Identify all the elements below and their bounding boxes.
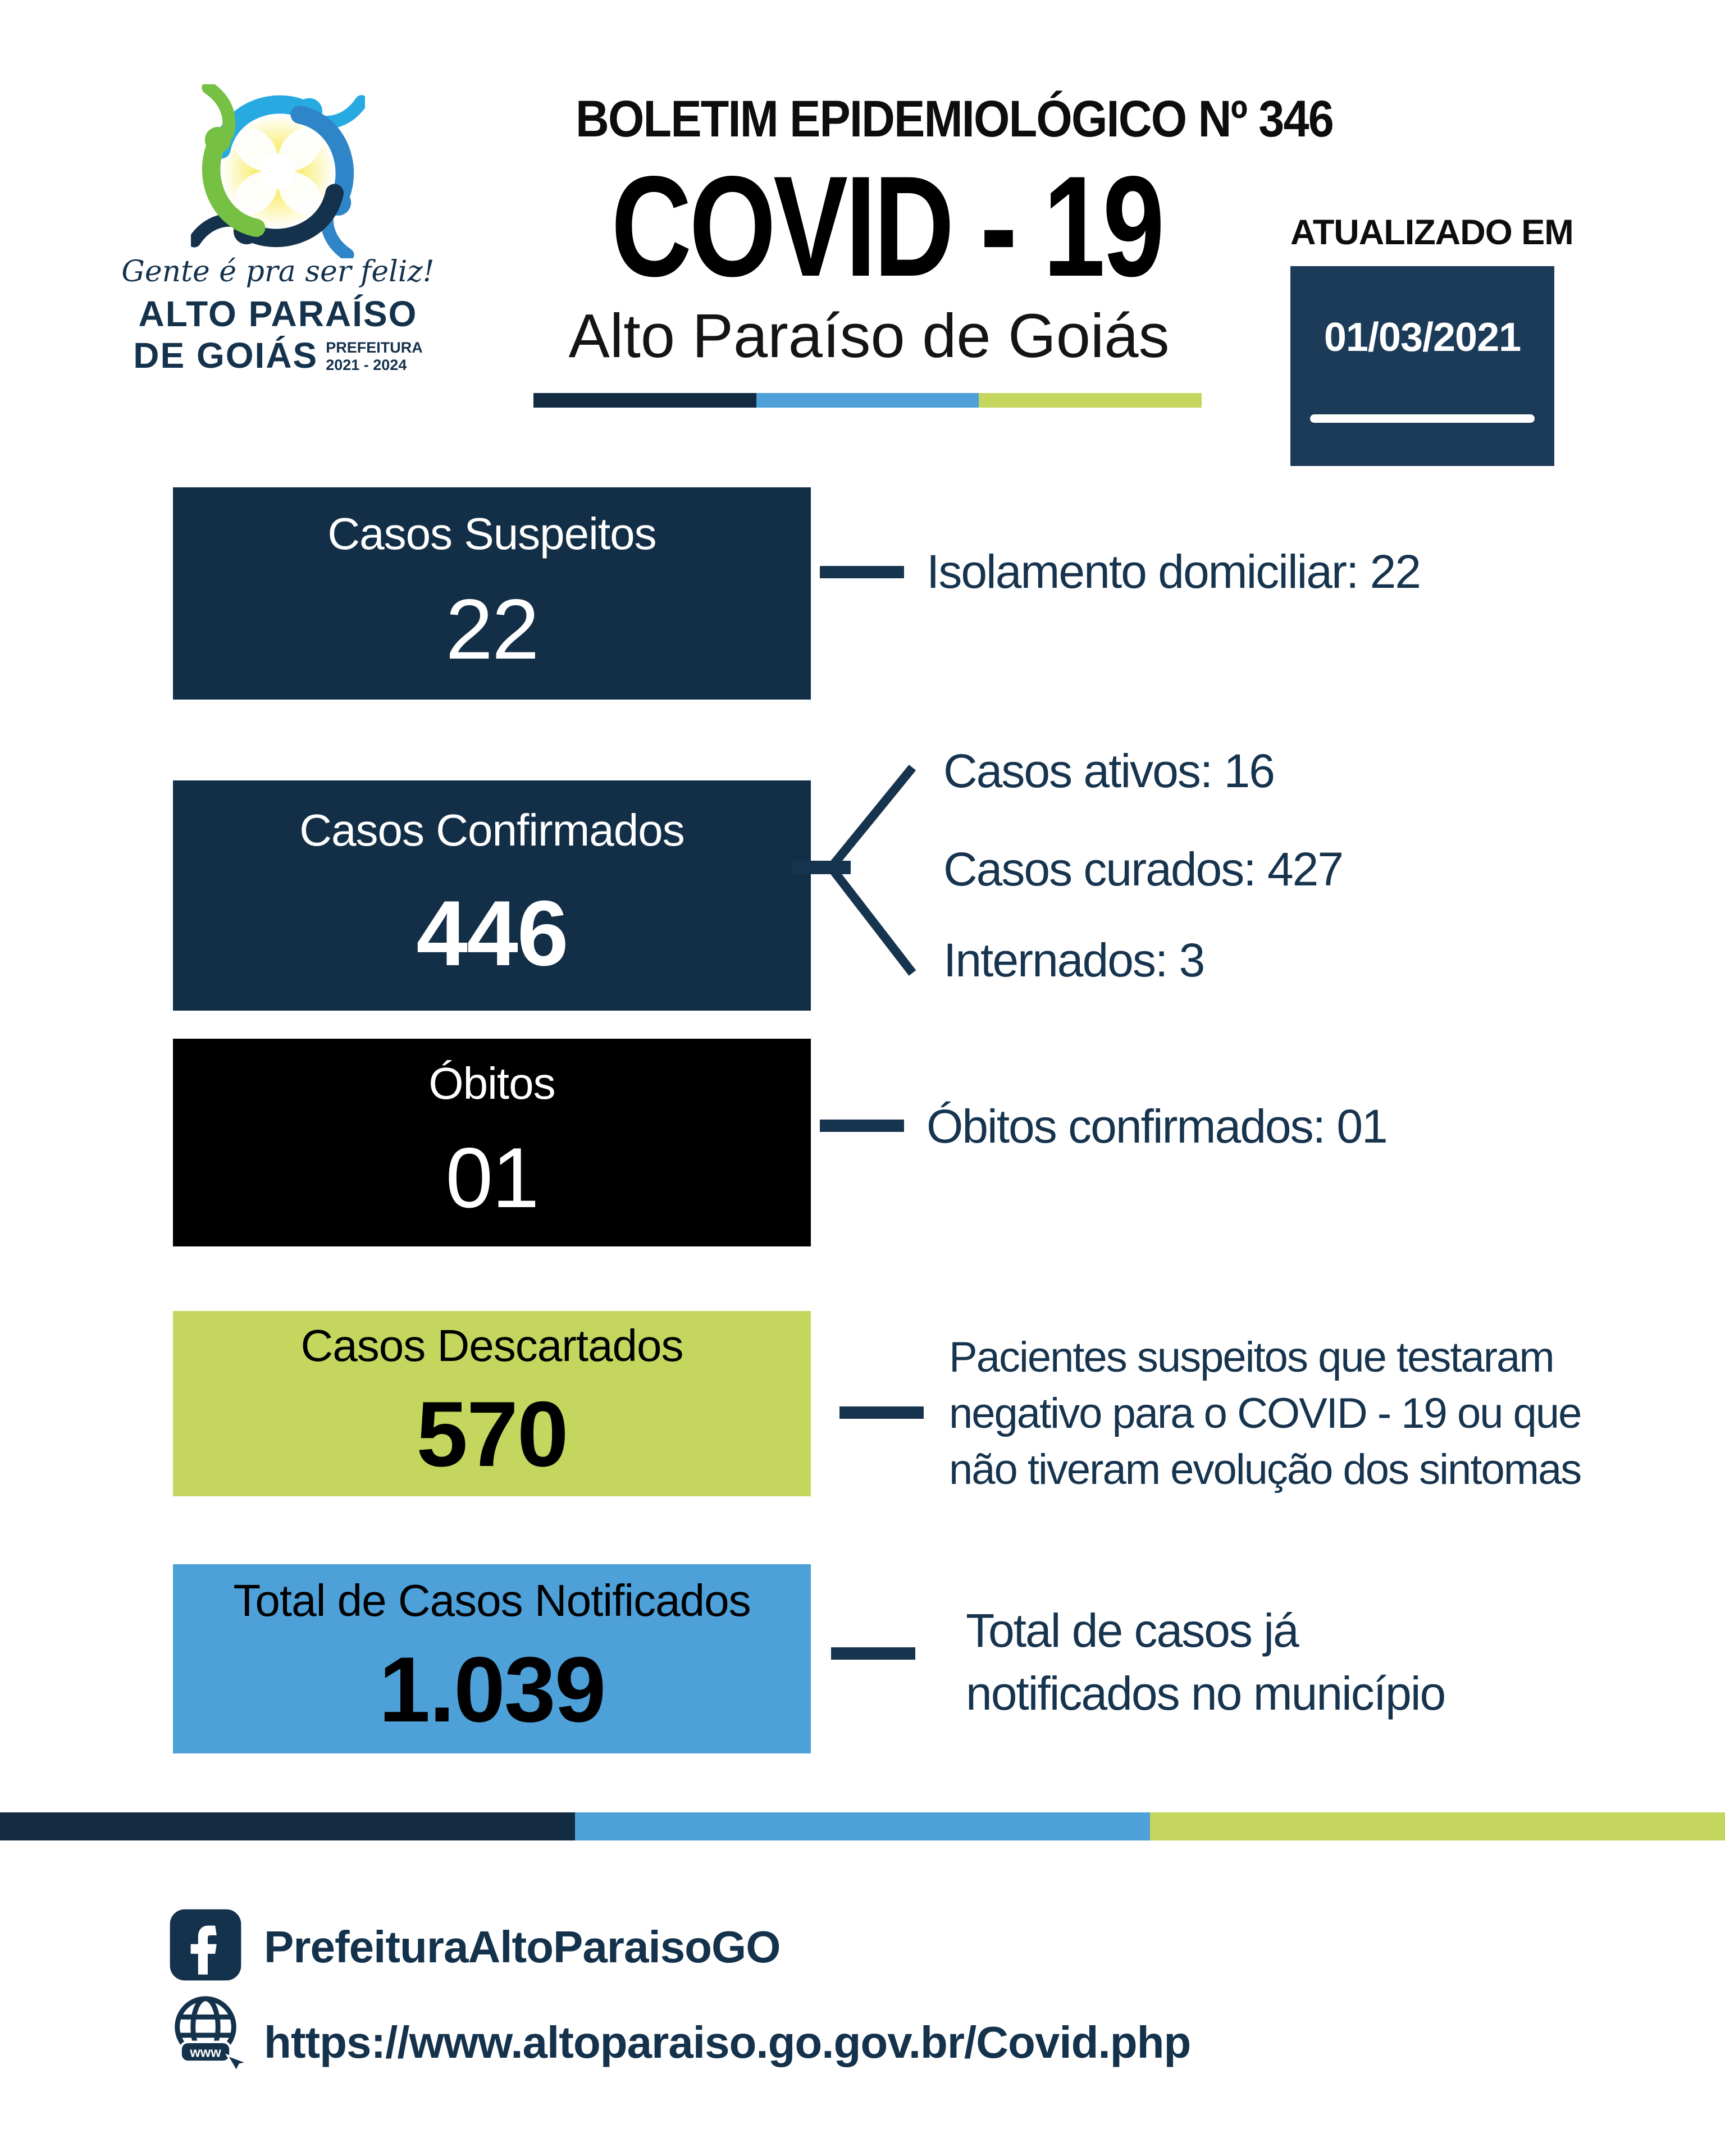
stat-box-discarded [173, 1311, 811, 1496]
connector-line [820, 1120, 904, 1132]
globe-www-icon [164, 1992, 247, 2075]
bar-segment-navy [0, 1812, 575, 1840]
disease-title: COVID - 19 [611, 147, 1162, 307]
stat-box-suspected [173, 487, 811, 700]
stat-label: Casos Descartados [300, 1321, 683, 1371]
logo-term-label: PREFEITURA [326, 339, 423, 356]
bulletin-title: BOLETIM EPIDEMIOLÓGICO Nº 346 [575, 90, 1333, 148]
stat-value: 22 [445, 582, 539, 677]
note-active-cases: Casos ativos: 16 [943, 744, 1274, 797]
header-title-block [533, 90, 1333, 372]
city-subtitle: Alto Paraíso de Goiás [568, 302, 1170, 371]
logo-tagline: Gente é pra ser feliz! [121, 255, 435, 289]
note-deaths: Óbitos confirmados: 01 [927, 1100, 1387, 1153]
svg-text:www: www [190, 2045, 221, 2061]
website-url-link[interactable]: https://www.altoparaiso.go.gov.br/Covid.php [264, 2017, 1191, 2067]
pinwheel-flower-logo-icon [191, 84, 365, 258]
note-line: Total de casos já [966, 1604, 1298, 1657]
city-logo [121, 84, 435, 376]
logo-city-line2: DE GOIÁS [133, 335, 318, 376]
bar-segment-blue [575, 1812, 1150, 1840]
bar-segment-blue [756, 393, 979, 408]
stat-label: Casos Suspeitos [327, 509, 656, 559]
bar-segment-green [1150, 1812, 1725, 1840]
bar-segment-green [979, 393, 1202, 408]
note-line: notificados no município [966, 1667, 1445, 1720]
note-line: Pacientes suspeitos que testaram [949, 1333, 1554, 1381]
stat-label: Óbitos [428, 1058, 555, 1109]
note-line: negativo para o COVID - 19 ou que [949, 1390, 1581, 1437]
date-underline [1310, 414, 1535, 423]
connector-line [820, 566, 904, 578]
updated-date: 01/03/2021 [1324, 315, 1521, 360]
facebook-handle-link[interactable]: PrefeituraAltoParaisoGO [264, 1922, 781, 1972]
note-cured-cases: Casos curados: 427 [943, 843, 1343, 896]
stat-box-deaths [173, 1039, 811, 1246]
footer-tricolor-bar [0, 1812, 1725, 1840]
bar-segment-navy [533, 393, 756, 408]
note-discarded [949, 1330, 1581, 1498]
stat-value: 570 [416, 1382, 568, 1486]
stat-box-total-notified [173, 1564, 811, 1753]
note-hospitalized: Internados: 3 [943, 934, 1204, 986]
note-line: não tiveram evolução dos sintomas [949, 1446, 1581, 1493]
stat-value: 01 [445, 1130, 539, 1226]
stat-box-confirmed [173, 780, 811, 1011]
updated-label: ATUALIZADO EM [1290, 213, 1573, 252]
connector-line [839, 1406, 924, 1419]
updated-date-box [1290, 266, 1554, 466]
facebook-icon [168, 1908, 243, 1982]
stat-value: 446 [416, 881, 568, 985]
header-tricolor-bar [533, 393, 1202, 408]
stat-value: 1.039 [378, 1638, 605, 1742]
note-suspected: Isolamento domiciliar: 22 [927, 545, 1421, 598]
connector-line [831, 1647, 915, 1660]
logo-term [326, 335, 423, 374]
note-total-notified [966, 1599, 1445, 1725]
logo-term-years: 2021 - 2024 [326, 357, 407, 374]
bracket-icon [792, 761, 921, 980]
stat-label: Total de Casos Notificados [233, 1575, 751, 1625]
logo-city-line1: ALTO PARAÍSO [138, 294, 418, 334]
stat-label: Casos Confirmados [299, 805, 684, 855]
